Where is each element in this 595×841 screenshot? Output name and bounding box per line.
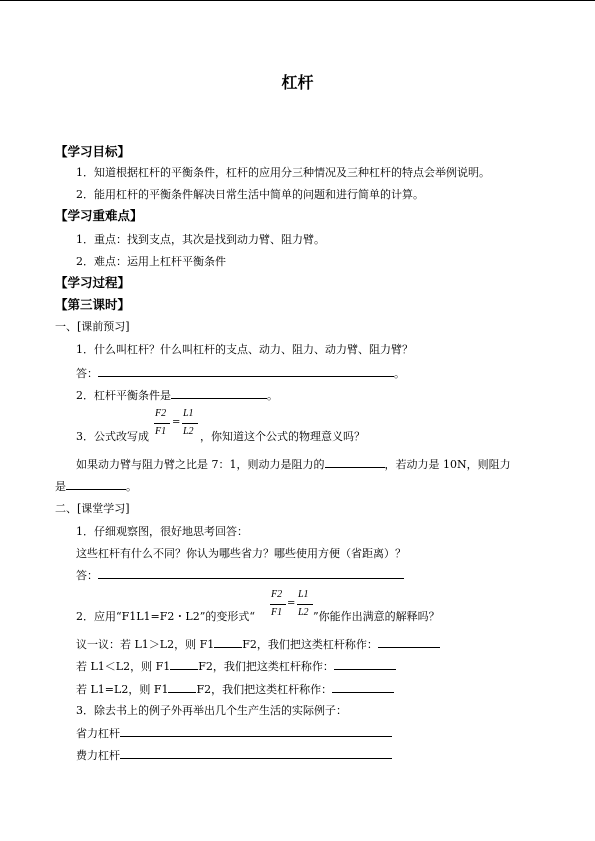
top-rule bbox=[0, 0, 595, 1]
formula-right-fraction bbox=[182, 408, 198, 442]
q4-line2-end: 。 bbox=[126, 480, 137, 493]
formula-numerator-l1: L1 bbox=[183, 408, 194, 419]
key-points-heading: 【学习重难点】 bbox=[55, 208, 143, 223]
preview-question-4-line2 bbox=[55, 479, 137, 494]
comparison-blank[interactable] bbox=[170, 659, 198, 670]
preview-question-4-line1 bbox=[76, 457, 511, 472]
formula-numerator-f2: F2 bbox=[155, 408, 167, 419]
q4-part1: 如果动力臂与阻力臂之比是 7：1，则动力是阻力的 bbox=[76, 458, 325, 471]
q2-text: 2．杠杆平衡条件是 bbox=[76, 389, 171, 402]
preview-question-2 bbox=[76, 388, 278, 403]
objective-2: 2．能用杠杆的平衡条件解决日常生活中简单的问题和进行简单的计算。 bbox=[76, 188, 424, 201]
lesson-heading: 【第三课时】 bbox=[55, 297, 131, 312]
formula-denominator-f1: F1 bbox=[271, 607, 283, 618]
resistance-blank[interactable] bbox=[66, 479, 126, 490]
preview-heading: 一、[课前预习] bbox=[55, 320, 130, 333]
answer-label: 答： bbox=[76, 569, 98, 582]
key-point-1: 1．重点：找到支点，其次是找到动力臂、阻力臂。 bbox=[76, 233, 325, 246]
formula-denominator-f1: F1 bbox=[155, 426, 167, 437]
preview-question-1: 1．什么叫杠杆？什么叫杠杆的支点、动力、阻力、动力臂、阻力臂？ bbox=[76, 343, 413, 356]
classroom-question-1-detail: 这些杠杆有什么不同？你认为哪些省力？哪些使用方便（省距离）？ bbox=[76, 547, 406, 560]
force-saving-label: 省力杠杆 bbox=[76, 727, 120, 740]
classroom-question-1: 1．仔细观察图，很好地思考回答： bbox=[76, 525, 248, 538]
discussion-line-3 bbox=[76, 682, 394, 697]
formula-equals: = bbox=[172, 417, 181, 428]
formula-denominator-l2: L2 bbox=[298, 607, 309, 618]
fraction-bar bbox=[297, 604, 313, 605]
comparison-blank[interactable] bbox=[168, 682, 196, 693]
discussion-3-part-b: F2，我们把这类杠杆称作： bbox=[196, 683, 333, 696]
balance-condition-blank[interactable] bbox=[171, 388, 267, 399]
page-title: 杠杆 bbox=[281, 73, 314, 92]
preview-question-3-suffix: ，你知道这个公式的物理意义吗？ bbox=[200, 430, 365, 443]
formula-right-fraction bbox=[297, 589, 313, 623]
key-point-2: 2．难点：运用上杠杆平衡条件 bbox=[76, 255, 226, 268]
answer-end: 。 bbox=[394, 367, 405, 380]
answer-label: 答： bbox=[76, 367, 98, 380]
force-costing-label: 费力杠杆 bbox=[76, 749, 120, 762]
discussion-line-1 bbox=[76, 637, 440, 652]
formula-numerator-f2: F2 bbox=[271, 589, 283, 600]
fraction-bar bbox=[154, 423, 170, 424]
lever-type-blank[interactable] bbox=[378, 637, 440, 648]
q2-end: 。 bbox=[267, 389, 278, 402]
formula-equals: = bbox=[287, 598, 296, 609]
force-saving-lever-line bbox=[76, 726, 392, 741]
force-saving-examples-blank[interactable] bbox=[120, 726, 392, 737]
process-heading: 【学习过程】 bbox=[55, 275, 131, 290]
classroom-question-3: 3．除去书上的例子外再举出几个生产生活的实际例子： bbox=[76, 704, 347, 717]
formula-left-fraction bbox=[270, 589, 286, 623]
formula-denominator-l2: L2 bbox=[183, 426, 194, 437]
preview-question-3-prefix: 3．公式改写成 bbox=[76, 430, 149, 443]
answer-blank[interactable] bbox=[98, 568, 404, 579]
classroom-question-2-prefix: 2．应用“F1L1=F2・L2”的变形式“ bbox=[76, 610, 255, 623]
discussion-2-part-a: 若 L1＜L2，则 F1 bbox=[76, 660, 171, 673]
formula-left-fraction bbox=[154, 408, 170, 442]
force-costing-examples-blank[interactable] bbox=[120, 748, 392, 759]
lever-type-blank[interactable] bbox=[332, 682, 394, 693]
comparison-blank[interactable] bbox=[214, 637, 242, 648]
force-costing-lever-line bbox=[76, 748, 392, 763]
discussion-2-part-b: F2，我们把这类杠杆称作： bbox=[198, 660, 334, 673]
classroom-heading: 二、[课堂学习] bbox=[55, 502, 130, 515]
classroom-answer-1 bbox=[76, 568, 404, 583]
formula-numerator-l1: L1 bbox=[298, 589, 309, 600]
discussion-line-2 bbox=[76, 659, 396, 674]
objective-1: 1．知道根据杠杆的平衡条件，杠杆的应用分三种情况及三种杠杆的特点会举例说明。 bbox=[76, 166, 490, 179]
lever-type-blank[interactable] bbox=[334, 659, 396, 670]
q4-line2-prefix: 是 bbox=[55, 480, 66, 493]
discussion-3-part-a: 若 L1=L2，则 F1 bbox=[76, 683, 169, 696]
discussion-1-part-b: F2，我们把这类杠杆称作： bbox=[242, 638, 378, 651]
preview-answer-1 bbox=[76, 366, 405, 381]
fraction-bar bbox=[182, 423, 198, 424]
objectives-heading: 【学习目标】 bbox=[55, 144, 131, 159]
classroom-question-2-suffix: ”你能作出满意的解释吗？ bbox=[313, 610, 440, 623]
fraction-bar bbox=[270, 604, 286, 605]
ratio-blank[interactable] bbox=[325, 457, 385, 468]
answer-blank[interactable] bbox=[98, 366, 394, 377]
discussion-1-part-a: 议一议：若 L1＞L2，则 F1 bbox=[76, 638, 215, 651]
q4-part2: ，若动力是 10N，则阻力 bbox=[384, 458, 511, 471]
